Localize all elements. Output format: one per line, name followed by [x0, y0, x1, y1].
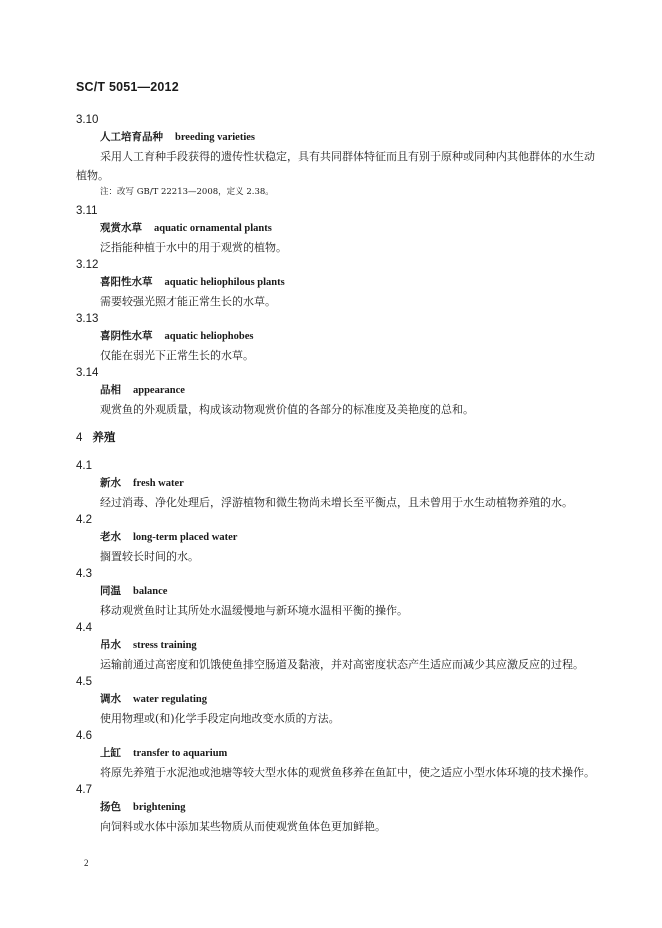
term-english: appearance [133, 385, 185, 396]
term-chinese: 喜阳性水草 [100, 276, 153, 288]
entry-definition: 经过消毒、净化处理后，浮游植物和微生物尚未增长至平衡点，且未曾用于水生动植物养殖的水。 [100, 496, 573, 509]
entry-term [76, 798, 596, 817]
section-number: 4 [76, 432, 83, 444]
entry-3-13 [76, 311, 596, 365]
term-chinese: 上缸 [100, 747, 121, 759]
term-english: balance [133, 586, 168, 597]
entry-3-14 [76, 365, 596, 419]
terms-content [76, 112, 596, 836]
entry-definition: 向饲料或水体中添加某些物质从而使观赏鱼体色更加鲜艳。 [100, 820, 386, 833]
entry-4-4 [76, 620, 596, 674]
entry-4-2 [76, 512, 596, 566]
term-chinese: 品相 [100, 384, 121, 396]
entry-definition: 移动观赏鱼时让其所处水温缓慢地与新环境水温相平衡的操作。 [100, 604, 408, 617]
term-chinese: 吊水 [100, 639, 121, 651]
entry-3-11 [76, 203, 596, 257]
term-english: aquatic ornamental plants [154, 223, 272, 234]
entry-definition: 运输前通过高密度和饥饿使鱼排空肠道及黏液，并对高密度状态产生适应而减少其应激反应的过程。 [100, 658, 584, 671]
entry-number: 4.1 [76, 460, 92, 472]
entry-definition: 观赏鱼的外观质量，构成该动物观赏价值的各部分的标准度及美艳度的总和。 [100, 403, 474, 416]
entry-4-6 [76, 728, 596, 782]
entry-number: 3.10 [76, 114, 99, 126]
entry-3-10 [76, 112, 596, 199]
entry-definition: 使用物理或(和)化学手段定向地改变水质的方法。 [100, 712, 340, 725]
entry-4-7 [76, 782, 596, 836]
section-title: 养殖 [92, 430, 116, 444]
entry-term [76, 636, 596, 655]
section-heading [76, 429, 596, 446]
term-english: long-term placed water [133, 532, 238, 543]
entry-definition: 需要较强光照才能正常生长的水草。 [100, 295, 276, 308]
term-chinese: 喜阴性水草 [100, 330, 153, 342]
term-english: transfer to aquarium [133, 748, 228, 759]
page-number: 2 [84, 858, 89, 868]
entry-term [76, 128, 596, 147]
term-chinese: 老水 [100, 531, 121, 543]
entry-term [76, 219, 596, 238]
entry-4-3 [76, 566, 596, 620]
term-english: stress training [133, 640, 197, 651]
entry-term [76, 690, 596, 709]
entry-number: 4.6 [76, 730, 92, 742]
entry-note: 注：改写 GB/T 22213—2008，定义 2.38。 [100, 187, 274, 197]
entry-number: 3.11 [76, 205, 98, 217]
entry-4-5 [76, 674, 596, 728]
term-english: water regulating [133, 694, 207, 705]
entry-number: 4.7 [76, 784, 92, 796]
entry-3-12 [76, 257, 596, 311]
term-chinese: 调水 [100, 693, 121, 705]
entry-definition: 将原先养殖于水泥池或池塘等较大型水体的观赏鱼移养在鱼缸中，使之适应小型水体环境的技术操作。 [100, 766, 595, 779]
term-english: breeding varieties [175, 132, 256, 143]
entry-term [76, 381, 596, 400]
term-english: aquatic heliophobes [164, 331, 254, 342]
entry-term [76, 744, 596, 763]
entry-term [76, 474, 596, 493]
entry-number: 4.2 [76, 514, 92, 526]
entry-term [76, 273, 596, 292]
term-chinese: 人工培育品种 [100, 131, 163, 143]
term-chinese: 同温 [100, 585, 121, 597]
entry-definition: 仅能在弱光下正常生长的水草。 [100, 349, 254, 362]
term-chinese: 新水 [100, 477, 121, 489]
entry-term [76, 582, 596, 601]
entry-4-1 [76, 458, 596, 512]
standard-code-header: SC/T 5051—2012 [76, 80, 179, 94]
term-english: aquatic heliophilous plants [164, 277, 285, 288]
entry-number: 3.12 [76, 259, 99, 271]
term-english: fresh water [133, 478, 184, 489]
entry-term [76, 528, 596, 547]
entry-definition: 采用人工育种手段获得的遗传性状稳定，具有共同群体特征而且有别于原种或同种内其他群体的水生动植物。 [76, 150, 595, 182]
entry-number: 4.5 [76, 676, 92, 688]
entry-number: 4.4 [76, 622, 92, 634]
entry-term [76, 327, 596, 346]
entry-number: 3.14 [76, 367, 99, 379]
term-english: brightening [133, 802, 186, 813]
entry-definition: 泛指能种植于水中的用于观赏的植物。 [100, 241, 287, 254]
entry-definition: 搁置较长时间的水。 [100, 550, 199, 563]
term-chinese: 扬色 [100, 801, 121, 813]
term-chinese: 观赏水草 [100, 222, 142, 234]
entry-number: 3.13 [76, 313, 99, 325]
entry-number: 4.3 [76, 568, 92, 580]
